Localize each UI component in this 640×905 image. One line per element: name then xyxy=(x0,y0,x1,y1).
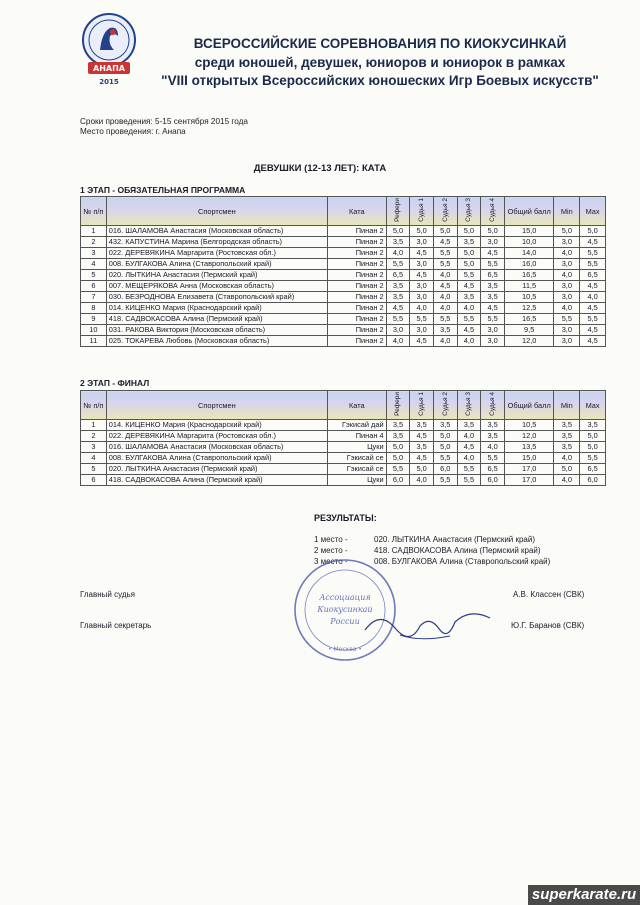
referee-score: 5,5 xyxy=(386,259,410,270)
judge1-score: 3,5 xyxy=(410,420,434,431)
referee-score: 5,5 xyxy=(386,464,410,475)
max-score: 5,0 xyxy=(580,442,606,453)
row-num: 3 xyxy=(81,248,107,259)
event-dates: Сроки проведения: 5-15 сентября 2015 года xyxy=(80,117,248,126)
max-score: 4,5 xyxy=(580,336,606,347)
athlete-name: 014. КИЦЕНКО Мария (Краснодарский край) xyxy=(106,303,327,314)
judge1-score: 4,5 xyxy=(410,248,434,259)
judge1-score: 3,0 xyxy=(410,281,434,292)
max-score: 4,5 xyxy=(580,281,606,292)
referee-score: 5,0 xyxy=(386,226,410,237)
judge2-score: 4,5 xyxy=(433,281,457,292)
min-score: 4,0 xyxy=(554,453,580,464)
total-score: 13,5 xyxy=(504,442,554,453)
athlete-name: 020. ЛЫТКИНА Анастасия (Пермский край) xyxy=(106,270,327,281)
chief-judge-label: Главный судья xyxy=(80,590,136,599)
judge4-score: 3,5 xyxy=(481,281,505,292)
judge2-score: 5,5 xyxy=(433,453,457,464)
judge3-score: 4,5 xyxy=(457,442,481,453)
row-num: 1 xyxy=(81,226,107,237)
judge1-score: 3,0 xyxy=(410,259,434,270)
judge1-score: 3,0 xyxy=(410,325,434,336)
referee-score: 4,5 xyxy=(386,303,410,314)
svg-text:• Москва •: • Москва • xyxy=(328,646,362,653)
total-score: 16,5 xyxy=(504,314,554,325)
judge3-score: 4,0 xyxy=(457,431,481,442)
athlete-name: 016. ШАЛАМОВА Анастасия (Московская область) xyxy=(106,226,327,237)
judge3-score: 5,0 xyxy=(457,259,481,270)
judge2-score: 5,5 xyxy=(433,248,457,259)
table-row xyxy=(81,325,606,336)
referee-score: 3,5 xyxy=(386,431,410,442)
table-row xyxy=(81,237,606,248)
judge3-score: 5,5 xyxy=(457,475,481,486)
judge3-score: 4,0 xyxy=(457,453,481,464)
min-score: 3,0 xyxy=(554,325,580,336)
stage2-table xyxy=(80,390,606,486)
row-num: 1 xyxy=(81,420,107,431)
kata-name: Пинан 2 xyxy=(327,237,386,248)
judge4-score: 4,5 xyxy=(481,248,505,259)
logo-caption: АНАПА xyxy=(93,64,125,73)
table-row xyxy=(81,281,606,292)
header-judge2: Судья 2 xyxy=(441,198,449,222)
min-score: 3,5 xyxy=(554,420,580,431)
max-score: 6,5 xyxy=(580,270,606,281)
kata-name: Цуки xyxy=(327,442,386,453)
table-row xyxy=(81,292,606,303)
athlete-name: 016. ШАЛАМОВА Анастасия (Московская область) xyxy=(106,442,327,453)
table-row xyxy=(81,270,606,281)
total-score: 11,5 xyxy=(504,281,554,292)
min-score: 3,0 xyxy=(554,336,580,347)
min-score: 5,5 xyxy=(554,314,580,325)
athlete-name: 418. САДВОКАСОВА Алина (Пермский край) xyxy=(106,314,327,325)
judge3-score: 4,0 xyxy=(457,336,481,347)
results-title: РЕЗУЛЬТАТЫ: xyxy=(314,513,377,523)
max-score: 4,0 xyxy=(580,292,606,303)
total-score: 15,0 xyxy=(504,453,554,464)
place-3-label: 3 место - xyxy=(314,557,348,566)
category-title: ДЕВУШКИ (12-13 ЛЕТ): КАТА xyxy=(253,163,387,174)
judge1-score: 4,0 xyxy=(410,303,434,314)
min-score: 4,0 xyxy=(554,248,580,259)
logo-year: 2015 xyxy=(99,78,119,86)
row-num: 9 xyxy=(81,314,107,325)
row-num: 4 xyxy=(81,259,107,270)
table-row xyxy=(81,420,606,431)
header-num: № п/п xyxy=(81,391,107,420)
min-score: 3,0 xyxy=(554,237,580,248)
table-row xyxy=(81,248,606,259)
header-referee: Рефери xyxy=(394,392,402,416)
max-score: 5,0 xyxy=(580,226,606,237)
event-place: Место проведения: г. Анапа xyxy=(80,127,186,136)
max-score: 5,0 xyxy=(580,431,606,442)
min-score: 4,0 xyxy=(554,475,580,486)
judge4-score: 6,5 xyxy=(481,270,505,281)
min-score: 4,0 xyxy=(554,303,580,314)
judge2-score: 5,5 xyxy=(433,259,457,270)
table-row xyxy=(81,303,606,314)
svg-text:Киокусинкай: Киокусинкай xyxy=(317,605,373,614)
judge4-score: 6,0 xyxy=(481,475,505,486)
header-athlete: Спортсмен xyxy=(106,197,327,226)
min-score: 5,0 xyxy=(554,464,580,475)
judge4-score: 6,5 xyxy=(481,464,505,475)
min-score: 5,0 xyxy=(554,226,580,237)
min-score: 3,0 xyxy=(554,292,580,303)
header-max: Max xyxy=(580,391,606,420)
kata-name: Пинан 2 xyxy=(327,314,386,325)
judge2-score: 3,5 xyxy=(433,420,457,431)
table-row xyxy=(81,226,606,237)
judge2-score: 4,0 xyxy=(433,303,457,314)
judge1-score: 3,0 xyxy=(410,237,434,248)
judge2-score: 4,5 xyxy=(433,237,457,248)
referee-score: 5,0 xyxy=(386,453,410,464)
header-judge3: Судья 3 xyxy=(465,198,473,222)
kata-name: Пинан 2 xyxy=(327,259,386,270)
chief-judge-name: А.В. Классен (СВК) xyxy=(513,590,585,599)
judge4-score: 5,5 xyxy=(481,453,505,464)
header-num: № п/п xyxy=(81,197,107,226)
athlete-name: 008. БУЛГАКОВА Алина (Ставропольский край) xyxy=(106,259,327,270)
total-score: 10,0 xyxy=(504,237,554,248)
referee-score: 3,5 xyxy=(386,237,410,248)
judge4-score: 5,5 xyxy=(481,259,505,270)
header-referee: Рефери xyxy=(394,198,402,222)
row-num: 6 xyxy=(81,475,107,486)
judge3-score: 4,5 xyxy=(457,325,481,336)
judge1-score: 4,5 xyxy=(410,453,434,464)
judge4-score: 5,0 xyxy=(481,226,505,237)
kata-name: Пинан 2 xyxy=(327,325,386,336)
kata-name: Гэкисай се xyxy=(327,464,386,475)
referee-score: 5,5 xyxy=(386,314,410,325)
athlete-name: 022. ДЕРЕВЯКИНА Маргарита (Ростовская обл.) xyxy=(106,431,327,442)
kata-name: Пинан 2 xyxy=(327,336,386,347)
place-1-label: 1 место - xyxy=(314,535,348,544)
judge3-score: 5,5 xyxy=(457,270,481,281)
kata-name: Цуки xyxy=(327,475,386,486)
total-score: 12,0 xyxy=(504,431,554,442)
kata-name: Гэкисай дай xyxy=(327,420,386,431)
judge3-score: 5,5 xyxy=(457,464,481,475)
header-kata: Ката xyxy=(327,391,386,420)
judge1-score: 4,0 xyxy=(410,475,434,486)
stage2-title: 2 ЭТАП - ФИНАЛ xyxy=(80,378,150,388)
referee-score: 4,0 xyxy=(386,336,410,347)
total-score: 16,0 xyxy=(504,259,554,270)
signature xyxy=(360,600,500,650)
judge1-score: 4,5 xyxy=(410,336,434,347)
header-min: Min xyxy=(554,197,580,226)
table-row xyxy=(81,431,606,442)
min-score: 3,0 xyxy=(554,259,580,270)
judge4-score: 3,0 xyxy=(481,336,505,347)
table-row xyxy=(81,259,606,270)
judge2-score: 5,0 xyxy=(433,226,457,237)
title-line-1: ВСЕРОССИЙСКИЕ СОРЕВНОВАНИЯ ПО КИОКУСИНКАЙ xyxy=(193,36,567,51)
chief-secretary-label: Главный секретарь xyxy=(80,621,152,630)
judge3-score: 5,0 xyxy=(457,226,481,237)
judge3-score: 3,5 xyxy=(457,237,481,248)
row-num: 5 xyxy=(81,270,107,281)
max-score: 5,5 xyxy=(580,248,606,259)
row-num: 5 xyxy=(81,464,107,475)
judge3-score: 4,0 xyxy=(457,303,481,314)
min-score: 3,5 xyxy=(554,431,580,442)
judge4-score: 4,0 xyxy=(481,442,505,453)
judge1-score: 5,0 xyxy=(410,464,434,475)
title-line-3: "VIII открытых Всероссийских юношеских Игр Боевых искусств" xyxy=(161,73,599,88)
judge3-score: 5,5 xyxy=(457,314,481,325)
kata-name: Гэкисай се xyxy=(327,453,386,464)
referee-score: 3,5 xyxy=(386,292,410,303)
referee-score: 3,5 xyxy=(386,281,410,292)
max-score: 6,5 xyxy=(580,464,606,475)
judge4-score: 4,5 xyxy=(481,303,505,314)
judge2-score: 4,0 xyxy=(433,336,457,347)
judge1-score: 4,5 xyxy=(410,270,434,281)
athlete-name: 020. ЛЫТКИНА Анастасия (Пермский край) xyxy=(106,464,327,475)
max-score: 4,5 xyxy=(580,237,606,248)
max-score: 3,5 xyxy=(580,420,606,431)
row-num: 8 xyxy=(81,303,107,314)
header-kata: Ката xyxy=(327,197,386,226)
judge2-score: 4,0 xyxy=(433,270,457,281)
total-score: 15,0 xyxy=(504,226,554,237)
header-judge4: Судья 4 xyxy=(489,392,497,416)
max-score: 5,5 xyxy=(580,453,606,464)
header-total: Общий балл xyxy=(504,197,554,226)
judge1-score: 3,0 xyxy=(410,292,434,303)
kata-name: Пинан 2 xyxy=(327,248,386,259)
referee-score: 4,0 xyxy=(386,248,410,259)
kata-name: Пинан 4 xyxy=(327,431,386,442)
chief-secretary-name: Ю.Г. Баранов (СВК) xyxy=(511,621,585,630)
stage1-table xyxy=(80,196,606,347)
judge1-score: 5,5 xyxy=(410,314,434,325)
kata-name: Пинан 2 xyxy=(327,292,386,303)
row-num: 3 xyxy=(81,442,107,453)
judge2-score: 5,5 xyxy=(433,475,457,486)
total-score: 17,0 xyxy=(504,464,554,475)
athlete-name: 432. КАПУСТИНА Марина (Белгородская область) xyxy=(106,237,327,248)
place-2-label: 2 место - xyxy=(314,546,348,555)
svg-text:России: России xyxy=(330,617,360,626)
row-num: 4 xyxy=(81,453,107,464)
judge2-score: 5,0 xyxy=(433,431,457,442)
athlete-name: 031. РАКОВА Виктория (Московская область) xyxy=(106,325,327,336)
kata-name: Пинан 2 xyxy=(327,226,386,237)
judge1-score: 4,5 xyxy=(410,431,434,442)
judge2-score: 3,5 xyxy=(433,325,457,336)
table-row xyxy=(81,314,606,325)
row-num: 2 xyxy=(81,237,107,248)
total-score: 16,5 xyxy=(504,270,554,281)
referee-score: 5,0 xyxy=(386,442,410,453)
place-3-name: 008. БУЛГАКОВА Алина (Ставропольский край) xyxy=(374,557,551,566)
total-score: 17,0 xyxy=(504,475,554,486)
judge4-score: 3,0 xyxy=(481,237,505,248)
min-score: 3,0 xyxy=(554,281,580,292)
event-logo xyxy=(80,10,138,90)
max-score: 6,0 xyxy=(580,475,606,486)
judge3-score: 4,5 xyxy=(457,281,481,292)
judge1-score: 3,5 xyxy=(410,442,434,453)
total-score: 12,0 xyxy=(504,336,554,347)
row-num: 11 xyxy=(81,336,107,347)
max-score: 5,5 xyxy=(580,314,606,325)
total-score: 12,5 xyxy=(504,303,554,314)
athlete-name: 025. ТОКАРЕВА Любовь (Московская область) xyxy=(106,336,327,347)
judge1-score: 5,0 xyxy=(410,226,434,237)
judge4-score: 3,5 xyxy=(481,431,505,442)
athlete-name: 007. МЕЩЕРЯКОВА Анна (Московская область) xyxy=(106,281,327,292)
referee-score: 3,0 xyxy=(386,325,410,336)
judge2-score: 4,0 xyxy=(433,292,457,303)
row-num: 6 xyxy=(81,281,107,292)
place-1-name: 020. ЛЫТКИНА Анастасия (Пермский край) xyxy=(374,535,536,544)
table-row xyxy=(81,475,606,486)
athlete-name: 008. БУЛГАКОВА Алина (Ставропольский край) xyxy=(106,453,327,464)
athlete-name: 014. КИЦЕНКО Мария (Краснодарский край) xyxy=(106,420,327,431)
judge3-score: 3,5 xyxy=(457,292,481,303)
watermark: superkarate.ru xyxy=(528,885,640,905)
max-score: 4,5 xyxy=(580,303,606,314)
table-row xyxy=(81,453,606,464)
header-max: Max xyxy=(580,197,606,226)
min-score: 3,5 xyxy=(554,442,580,453)
header-total: Общий балл xyxy=(504,391,554,420)
total-score: 10,5 xyxy=(504,292,554,303)
athlete-name: 030. БЕЗРОДНОВА Елизавета (Ставропольский край) xyxy=(106,292,327,303)
athlete-name: 022. ДЕРЕВЯКИНА Маргарита (Ростовская обл.) xyxy=(106,248,327,259)
title-line-2: среди юношей, девушек, юниоров и юниорок в рамках xyxy=(194,55,566,70)
judge3-score: 5,0 xyxy=(457,248,481,259)
total-score: 9,5 xyxy=(504,325,554,336)
judge4-score: 5,5 xyxy=(481,314,505,325)
max-score: 4,5 xyxy=(580,325,606,336)
judge4-score: 3,5 xyxy=(481,420,505,431)
svg-text:Ассоциация: Ассоциация xyxy=(319,593,371,602)
total-score: 14,0 xyxy=(504,248,554,259)
kata-name: Пинан 2 xyxy=(327,281,386,292)
referee-score: 6,5 xyxy=(386,270,410,281)
kata-name: Пинан 2 xyxy=(327,270,386,281)
header-judge1: Судья 1 xyxy=(418,198,426,222)
row-num: 2 xyxy=(81,431,107,442)
table-row xyxy=(81,442,606,453)
judge2-score: 6,0 xyxy=(433,464,457,475)
header-min: Min xyxy=(554,391,580,420)
header-athlete: Спортсмен xyxy=(106,391,327,420)
row-num: 7 xyxy=(81,292,107,303)
header-judge4: Судья 4 xyxy=(489,198,497,222)
judge2-score: 5,0 xyxy=(433,442,457,453)
referee-score: 3,5 xyxy=(386,420,410,431)
table-row xyxy=(81,464,606,475)
referee-score: 6,0 xyxy=(386,475,410,486)
stage1-title: 1 ЭТАП - ОБЯЗАТЕЛЬНАЯ ПРОГРАММА xyxy=(80,185,246,195)
header-judge2: Судья 2 xyxy=(441,392,449,416)
row-num: 10 xyxy=(81,325,107,336)
athlete-name: 418. САДВОКАСОВА Алина (Пермский край) xyxy=(106,475,327,486)
judge4-score: 3,0 xyxy=(481,325,505,336)
header-judge3: Судья 3 xyxy=(465,392,473,416)
judge4-score: 3,5 xyxy=(481,292,505,303)
header-judge1: Судья 1 xyxy=(418,392,426,416)
table-row xyxy=(81,336,606,347)
kata-name: Пинан 2 xyxy=(327,303,386,314)
max-score: 5,5 xyxy=(580,259,606,270)
place-2-name: 418. САДВОКАСОВА Алина (Пермский край) xyxy=(374,546,541,555)
total-score: 10,5 xyxy=(504,420,554,431)
judge2-score: 5,5 xyxy=(433,314,457,325)
min-score: 4,0 xyxy=(554,270,580,281)
judge3-score: 3,5 xyxy=(457,420,481,431)
